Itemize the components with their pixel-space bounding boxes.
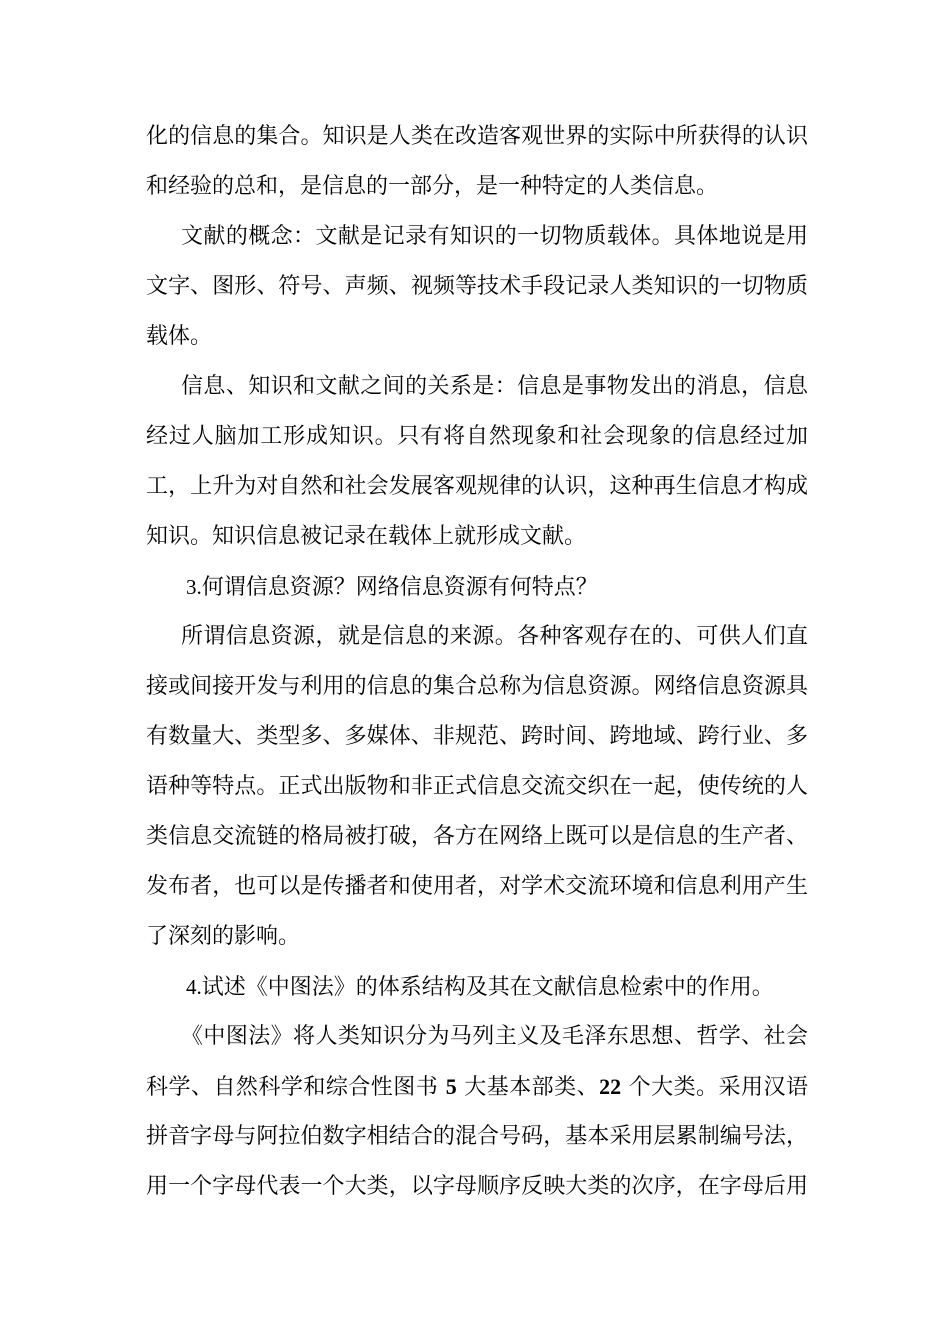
paragraph-line: 知识。知识信息被记录在载体上就形成文献。 <box>146 524 587 549</box>
paragraph-line: 了深刻的影响。 <box>146 924 301 949</box>
paragraph-line: 和经验的总和，是信息的一部分，是一种特定的人类信息。 <box>146 174 719 199</box>
paragraph-line <box>146 1070 808 1104</box>
text-run: 科学、自然科学和综合性图书 <box>146 1075 439 1100</box>
paragraph-line: 工，上升为对自然和社会发展客观规律的认识，这种再生信息才构成 <box>146 474 808 499</box>
paragraph-line: 发布者，也可以是传播者和使用者，对学术交流环境和信息利用产生 <box>146 874 808 899</box>
question-text: 何谓信息资源？网络信息资源有何特点？ <box>201 575 598 600</box>
question-number: 4. <box>186 975 202 999</box>
bold-number: 5 <box>445 1074 457 1099</box>
paragraph-line: 有数量大、类型多、多媒体、非规范、跨时间、跨地域、跨行业、多 <box>146 724 808 749</box>
paragraph-line: 化的信息的集合。知识是人类在改造客观世界的实际中所获得的认识 <box>146 124 808 149</box>
text-run: 大基本部类、 <box>464 1075 600 1100</box>
bold-number: 22 <box>599 1074 622 1099</box>
paragraph-line: 载体。 <box>146 324 213 349</box>
text-run: 个大类。采用汉语 <box>628 1075 808 1100</box>
question-text: 试述《中图法》的体系结构及其在文献信息检索中的作用。 <box>201 975 774 1000</box>
question-heading <box>186 570 808 604</box>
paragraph-line: 《中图法》将人类知识分为马列主义及毛泽东思想、哲学、社会 <box>181 1024 808 1049</box>
paragraph-line: 类信息交流链的格局被打破，各方在网络上既可以是信息的生产者、 <box>146 824 808 849</box>
paragraph-line: 所谓信息资源，就是信息的来源。各种客观存在的、可供人们直 <box>181 624 808 649</box>
paragraph-line: 文献的概念：文献是记录有知识的一切物质载体。具体地说是用 <box>181 224 808 249</box>
paragraph-line: 语种等特点。正式出版物和非正式信息交流交织在一起，使传统的人 <box>146 774 808 799</box>
paragraph-line: 接或间接开发与利用的信息的集合总称为信息资源。网络信息资源具 <box>146 674 808 699</box>
paragraph-line: 经过人脑加工形成知识。只有将自然现象和社会现象的信息经过加 <box>146 424 808 449</box>
paragraph-line: 拼音字母与阿拉伯数字相结合的混合号码，基本采用层累制编号法， <box>146 1124 808 1149</box>
question-number: 3. <box>186 575 202 599</box>
paragraph-line: 用一个字母代表一个大类，以字母顺序反映大类的次序，在字母后用 <box>146 1174 808 1199</box>
paragraph-line: 文字、图形、符号、声频、视频等技术手段记录人类知识的一切物质 <box>146 274 808 299</box>
question-heading <box>186 970 808 1004</box>
paragraph-line: 信息、知识和文献之间的关系是：信息是事物发出的消息，信息 <box>181 374 808 399</box>
